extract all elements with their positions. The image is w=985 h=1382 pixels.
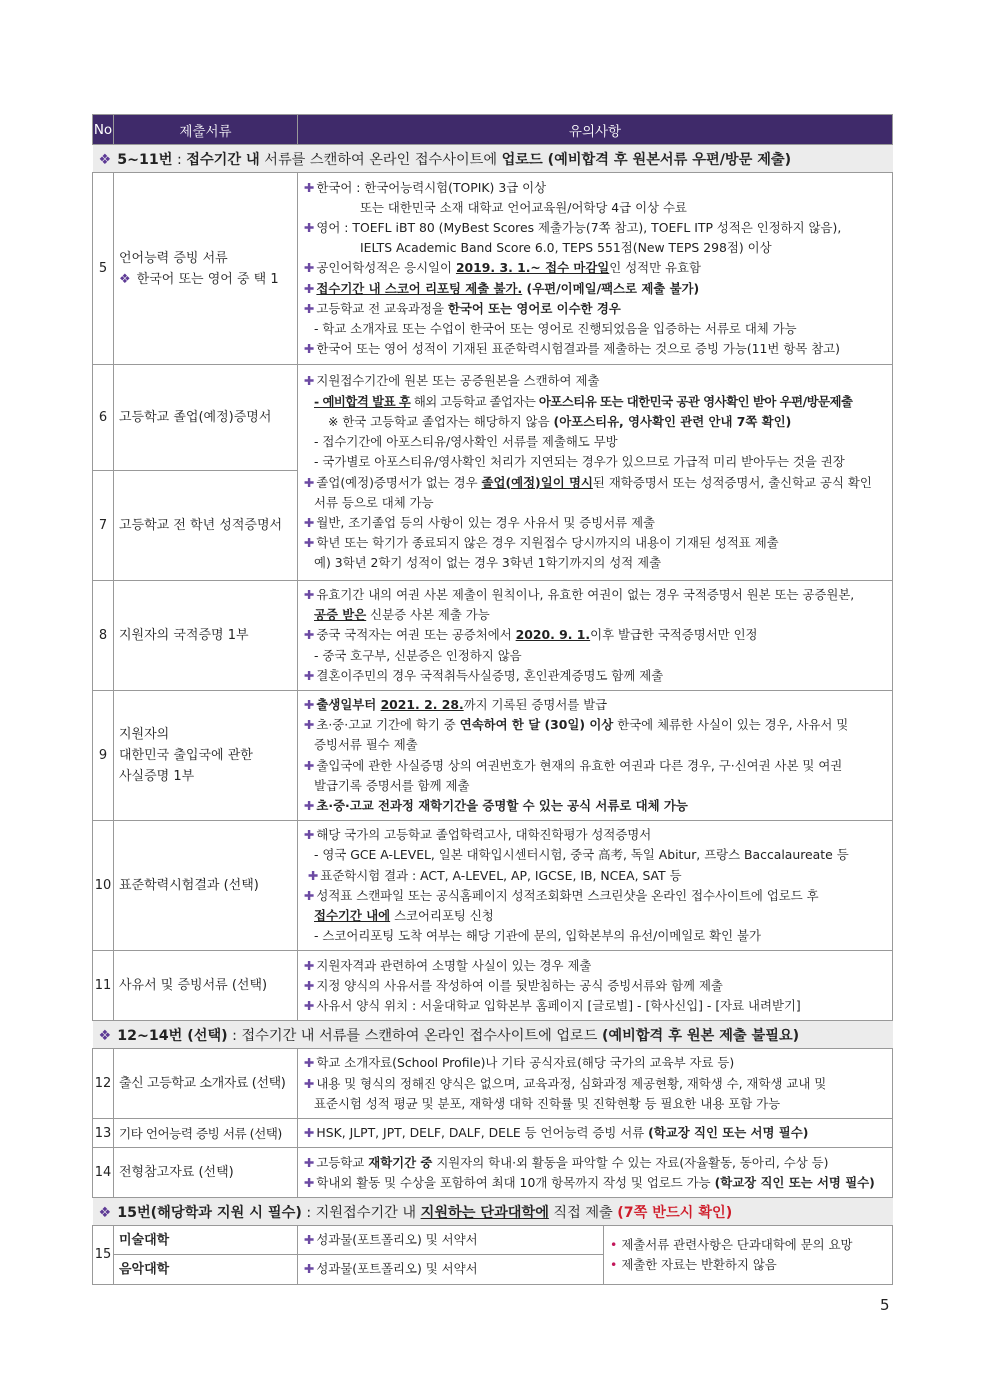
note-line (304, 553, 888, 573)
note-line (304, 371, 888, 391)
doc-name: 미술대학 (114, 1226, 298, 1255)
plus-icon: ✚ (304, 977, 315, 993)
note-text: - 접수기간에 아포스티유/영사확인 서류를 제출해도 무방 (314, 434, 618, 450)
plus-icon: ✚ (304, 179, 315, 195)
note-text: 학교 소개자료(School Profile)나 기타 공식자료(해당 국가의 교육부 자료 등) (316, 1055, 735, 1071)
note-text: - 영국 GCE A-LEVEL, 일본 대학입시센터시험, 중국 高考, 독일 Abitur, 프랑스 Baccalaureate 등 (314, 847, 849, 863)
note-text: 공인어학성적은 응시일이 (316, 260, 456, 276)
doc-name-line: 언어능력 증빙 서류 (119, 250, 228, 266)
note-line (304, 513, 888, 533)
doc-name-line: 사실증명 1부 (119, 769, 195, 785)
plus-icon: ✚ (304, 373, 315, 389)
notes-cell (298, 1226, 604, 1255)
row-no: 14 (93, 1148, 114, 1198)
note-text: - 스코어리포팅 도착 여부는 해당 기관에 문의, 입학본부의 유선/이메일로 확인 불가 (314, 928, 761, 944)
note-line (304, 238, 888, 258)
row-no: 10 (93, 821, 114, 951)
doc-name: 고등학교 전 학년 성적증명서 (114, 471, 298, 581)
note-text: (아포스티유, 영사확인 관련 안내 7쪽 확인) (553, 413, 792, 429)
plus-icon: ✚ (304, 1174, 315, 1190)
plus-icon: ✚ (304, 535, 315, 551)
note-text: 2020. 9. 1. (515, 627, 591, 643)
notes-cell (298, 581, 893, 691)
plus-icon: ✚ (304, 1154, 315, 1170)
doc-name-line: 대한민국 출입국에 관한 (119, 748, 253, 764)
bullet-icon: • (610, 1236, 618, 1252)
notes-cell (298, 173, 893, 365)
doc-name (114, 691, 298, 821)
section-text-b: 서류를 스캔하여 온라인 접수사이트에 (259, 151, 502, 168)
plus-icon: ✚ (304, 219, 315, 235)
note-line (304, 886, 888, 906)
note-line (304, 666, 888, 686)
plus-icon: ✚ (308, 867, 319, 883)
note-line (304, 473, 888, 493)
note-text: 중국 국적자는 여권 또는 공증처에서 (316, 627, 516, 643)
doc-name: 고등학교 졸업(예정)증명서 (114, 365, 298, 471)
header-doc: 제출서류 (114, 115, 298, 145)
table-row (93, 691, 893, 821)
doc-name-text: 한국어 또는 영어 중 택 1 (136, 271, 279, 287)
section-text-c: 직접 제출 (548, 1204, 618, 1221)
note-line (304, 1053, 888, 1073)
note-line (304, 715, 888, 735)
note-text: 성적표 스캔파일 또는 공식홈페이지 성적조회화면 스크린샷을 온라인 접수사이트에 업로드 후 (316, 887, 819, 903)
notes-cell (298, 1119, 893, 1148)
note-text: 월반, 조기졸업 등의 사항이 있는 경우 사유서 및 증빙서류 제출 (316, 514, 656, 530)
table-row (93, 173, 893, 365)
table-row (93, 1119, 893, 1148)
note-text: 지원접수기간에 원본 또는 공증원본을 스캔하여 제출 (316, 373, 600, 389)
note-text: - 예비합격 발표 후 (314, 393, 411, 409)
row-no: 9 (93, 691, 114, 821)
section-sep: : (172, 151, 187, 168)
doc-name: 사유서 및 증빙서류 (선택) (114, 951, 298, 1021)
plus-icon: ✚ (304, 757, 315, 773)
section-label: 5~11번 (117, 151, 173, 168)
note-text: ※ 한국 고등학교 졸업자는 해당하지 않음 (328, 413, 554, 429)
note-text: 출생일부터 (316, 697, 381, 713)
plus-icon: ✚ (304, 887, 315, 903)
note-line (304, 776, 888, 796)
note-text: 해외 고등학교 졸업자는 (410, 393, 539, 409)
row-no: 5 (93, 173, 114, 365)
note-text: 표준학시험 결과 : ACT, A-LEVEL, AP, IGCSE, IB, NCEA, SAT 등 (320, 867, 682, 883)
note-text: 한국어 : 한국어능력시험(TOPIK) 3급 이상 (316, 179, 547, 195)
note-line (304, 198, 888, 218)
note-line (304, 605, 888, 625)
plus-icon: ✚ (304, 1055, 315, 1071)
doc-name-line (119, 269, 297, 290)
row-no: 11 (93, 951, 114, 1021)
note-text: - 학교 소개자료 또는 수업이 한국어 또는 영어로 진행되었음을 입증하는 서류로 대체 가능 (314, 321, 797, 336)
note-text: 발급기록 증명서를 함께 제출 (314, 777, 470, 793)
note-line (304, 258, 888, 278)
plus-icon: ✚ (304, 827, 315, 843)
note-text: 한국어 또는 영어로 이수한 경우 (447, 300, 621, 316)
plus-icon: ✚ (304, 798, 315, 814)
row-no: 15 (93, 1226, 114, 1284)
note-text: 유효기간 내의 여권 사본 제출이 원칙이나, 유효한 여권이 없는 경우 국적증명서 원본 또는 공증원본, (316, 587, 855, 602)
note-line (304, 533, 888, 553)
doc-name: 출신 고등학교 소개자료 (선택) (114, 1049, 298, 1119)
note-line (304, 392, 888, 412)
note-line (304, 756, 888, 776)
notes-cell (298, 1148, 893, 1198)
notes-cell (298, 1255, 604, 1284)
note-text: 제출한 자료는 반환하지 않음 (621, 1256, 777, 1272)
note-line (304, 178, 888, 198)
note-text: (우편/이메일/팩스로 제출 불가) (522, 280, 700, 296)
notes-cell (298, 1049, 893, 1119)
note-text: 표준시험 성적 평균 및 분포, 재학생 대학 진학률 및 진학현황 등 필요한 내용 포함 가능 (314, 1095, 781, 1111)
note-text: 또는 대한민국 소재 대학교 언어교육원/어학당 4급 이상 수료 (360, 199, 687, 215)
doc-name: 음악대학 (114, 1255, 298, 1284)
note-line (304, 1094, 888, 1114)
note-text: 스코어리포팅 신청 (390, 908, 494, 924)
note-text: 아포스티유 또는 대한민국 공관 영사확인 받아 우편/방문제출 (538, 393, 853, 409)
note-text: 학년 또는 학기가 종료되지 않은 경우 지원접수 당시까지의 내용이 기재된 성적표 제출 (316, 535, 779, 551)
note-text: 결혼이주민의 경우 국적취득사실증명, 혼인관계증명도 함께 제출 (316, 667, 664, 683)
doc-name: 기타 언어능력 증빙 서류 (선택) (114, 1119, 298, 1148)
section-label: 15번(해당학과 지원 시 필수) (117, 1204, 302, 1221)
note-line (304, 1153, 888, 1173)
note-text: 초·중·고교 기간에 학기 중 (316, 717, 460, 733)
plus-icon: ✚ (304, 260, 315, 276)
section-text-d: (7쪽 반드시 확인) (617, 1204, 733, 1221)
note-text: 2019. 3. 1.~ 접수 마감일 (455, 260, 610, 276)
diamond-icon: ❖ (98, 151, 112, 168)
note-line (304, 585, 888, 605)
section-15 (93, 1198, 893, 1226)
note-line (304, 926, 888, 946)
note-text: 재학기간 중 (368, 1154, 433, 1170)
note-line (304, 1123, 888, 1143)
note-line (304, 1074, 888, 1094)
note-text: (학교장 직인 또는 서명 필수) (648, 1125, 809, 1141)
note-line (304, 299, 888, 319)
note-text: 성과물(포트폴리오) 및 서약서 (316, 1232, 478, 1248)
note-line (304, 695, 888, 715)
note-line (304, 735, 888, 755)
section-text-b: 지원하는 단과대학에 (420, 1204, 549, 1221)
plus-icon: ✚ (304, 280, 315, 296)
note-text: 졸업(예정)증명서가 없는 경우 (316, 474, 482, 490)
section-sep: : (301, 1204, 316, 1221)
note-text: 접수기간 내 스코어 리포팅 제출 불가. (316, 280, 523, 296)
note-text: 지정 양식의 사유서를 작성하여 이를 뒷받침하는 공식 증빙서류와 함께 제출 (316, 977, 723, 993)
note-text: 접수기간 내에 (314, 908, 391, 924)
plus-icon: ✚ (304, 998, 315, 1014)
note-text: 초·중·고교 전과정 재학기간을 증명할 수 있는 공식 서류로 대체 가능 (316, 798, 688, 814)
note-line (610, 1255, 888, 1275)
row-no: 6 (93, 365, 114, 471)
bullet-icon: • (610, 1256, 618, 1272)
plus-icon: ✚ (304, 957, 315, 973)
doc-name: 표준학력시험결과 (선택) (114, 821, 298, 951)
note-text: 지원자의 학내·외 활동을 파악할 수 있는 자료(자율활동, 동아리, 수상 등) (432, 1154, 829, 1170)
note-text: 성과물(포트폴리오) 및 서약서 (316, 1261, 478, 1277)
plus-icon: ✚ (304, 514, 315, 530)
note-line (304, 452, 888, 472)
table-header (93, 115, 893, 145)
notes-cell (604, 1226, 893, 1284)
note-text: 신분증 사본 제출 가능 (366, 607, 490, 623)
note-line (304, 976, 888, 996)
doc-name: 지원자의 국적증명 1부 (114, 581, 298, 691)
section-text-c: (예비합격 후 원본 제출 불필요) (601, 1027, 800, 1044)
note-text: 이후 발급한 국적증명서만 인정 (590, 627, 758, 643)
table-row (93, 821, 893, 951)
diamond-icon: ❖ (98, 1027, 112, 1044)
note-text: 영어 : TOEFL iBT 80 (MyBest Scores 제출가능(7쪽 참고), TOEFL ITP 성적은 인정하지 않음), (316, 219, 842, 235)
plus-icon: ✚ (304, 341, 315, 357)
submission-documents-table (92, 114, 893, 1285)
table-row (93, 581, 893, 691)
note-text: 연속하여 한 달 (30일) 이상 (459, 717, 614, 733)
section-12-14 (93, 1021, 893, 1049)
note-line (304, 625, 888, 645)
section-text-a: 접수기간 내 (186, 151, 260, 168)
note-line (304, 339, 888, 359)
note-text: 제출서류 관련사항은 단과대학에 문의 요망 (621, 1236, 853, 1252)
note-line (304, 432, 888, 452)
doc-name-line: 지원자의 (119, 727, 170, 743)
notes-cell (298, 951, 893, 1021)
note-text: 고등학교 전 교육과정을 (316, 300, 448, 316)
note-line (304, 866, 888, 886)
plus-icon: ✚ (304, 1075, 315, 1091)
section-text-c: 업로드 (예비합격 후 원본서류 우편/방문 제출) (501, 151, 792, 168)
plus-icon: ✚ (304, 300, 315, 316)
note-line (304, 493, 888, 513)
table-row (93, 1226, 893, 1255)
note-text: 해당 국가의 고등학교 졸업학력고사, 대학진학평가 성적증명서 (316, 827, 652, 843)
note-line (304, 1259, 599, 1279)
section-text-a: 접수기간 내 서류를 스캔하여 온라인 접수사이트에 업로드 (241, 1027, 602, 1044)
table-row (93, 951, 893, 1021)
doc-name (114, 173, 298, 365)
note-line (610, 1235, 888, 1255)
note-line (304, 996, 888, 1016)
note-line (304, 646, 888, 666)
plus-icon: ✚ (304, 587, 315, 602)
section-5-11 (93, 145, 893, 173)
note-line (304, 796, 888, 816)
note-text: 내용 및 형식의 정해진 양식은 없으며, 교육과정, 심화과정 제공현황, 재학생 수, 재학생 교내 및 (316, 1075, 827, 1091)
table-row (93, 1049, 893, 1119)
note-text: (학교장 직인 또는 서명 필수) (714, 1174, 875, 1190)
doc-name: 전형참고자료 (선택) (114, 1148, 298, 1198)
section-label: 12~14번 (선택) (117, 1027, 228, 1044)
plus-icon: ✚ (304, 1232, 315, 1248)
note-text: - 국가별로 아포스티유/영사확인 처리가 지연되는 경우가 있으므로 가급적 미리 받아두는 것을 권장 (314, 454, 845, 470)
section-row (93, 1198, 893, 1226)
note-line (304, 319, 888, 339)
note-line (304, 906, 888, 926)
note-text: - 중국 호구부, 신분증은 인정하지 않음 (314, 647, 522, 663)
note-line (304, 1173, 888, 1193)
note-text: 사유서 양식 위치 : 서울대학교 입학본부 홈페이지 [글로벌] - [학사신입] - [자료 내려받기] (316, 998, 801, 1014)
plus-icon: ✚ (304, 1261, 315, 1277)
section-sep: : (227, 1027, 242, 1044)
plus-icon: ✚ (304, 697, 315, 713)
note-text: 서류 등으로 대체 가능 (314, 494, 434, 510)
note-text: 공증 받은 (314, 607, 367, 623)
note-text: 졸업(예정)일이 명시 (481, 474, 593, 490)
diamond-icon: ❖ (98, 1204, 112, 1221)
note-line (304, 412, 888, 432)
row-no: 8 (93, 581, 114, 691)
note-text: 된 재학증명서 또는 성적증명서, 출신학교 공식 확인 (592, 474, 872, 490)
section-text-a: 지원접수기간 내 (315, 1204, 421, 1221)
note-text: 한국에 체류한 사실이 있는 경우, 사유서 및 (613, 717, 849, 733)
plus-icon: ✚ (304, 1125, 315, 1141)
note-line (304, 1230, 599, 1250)
note-text: HSK, JLPT, JPT, DELF, DALF, DELE 등 언어능력 증빙 서류 (316, 1125, 649, 1141)
note-text: 학내외 활동 및 수상을 포함하여 최대 10개 항목까지 작성 및 업로드 가능 (316, 1174, 715, 1190)
row-no: 13 (93, 1119, 114, 1148)
note-line (304, 956, 888, 976)
row-no: 7 (93, 471, 114, 581)
note-text: 지원자격과 관련하여 소명할 사실이 있는 경우 제출 (316, 957, 592, 973)
page-number: 5 (880, 1296, 890, 1314)
plus-icon: ✚ (304, 474, 315, 490)
section-row (93, 145, 893, 173)
note-text: IELTS Academic Band Score 6.0, TEPS 551점(New TEPS 298점) 이상 (360, 240, 772, 256)
note-line (304, 845, 888, 865)
header-no: No (93, 115, 114, 145)
section-row (93, 1021, 893, 1049)
note-text: 까지 기록된 증명서를 발급 (463, 697, 608, 713)
header-notes: 유의사항 (298, 115, 893, 145)
note-text: 2021. 2. 28. (380, 697, 464, 713)
note-text: 예) 3학년 2학기 성적이 없는 경우 3학년 1학기까지의 성적 제출 (314, 555, 662, 571)
notes-cell (298, 365, 893, 581)
note-line (304, 279, 888, 299)
row-no: 12 (93, 1049, 114, 1119)
note-text: 출입국에 관한 사실증명 상의 여권번호가 현재의 유효한 여권과 다른 경우, 구·신여권 사본 및 여권 (316, 757, 843, 773)
notes-cell (298, 821, 893, 951)
table-row (93, 365, 893, 471)
plus-icon: ✚ (304, 667, 315, 683)
note-line (304, 825, 888, 845)
notes-cell (298, 691, 893, 821)
plus-icon: ✚ (304, 627, 315, 643)
table-row (93, 1148, 893, 1198)
note-text: 고등학교 (316, 1154, 369, 1170)
note-text: 증빙서류 필수 제출 (314, 737, 418, 753)
note-text: 한국어 또는 영어 성적이 기재된 표준학력시험결과를 제출하는 것으로 증빙 가능(11번 항목 참고) (316, 341, 840, 357)
note-text: 인 성적만 유효함 (609, 260, 701, 276)
diamond-icon: ❖ (119, 271, 131, 287)
note-line (304, 218, 888, 238)
plus-icon: ✚ (304, 717, 315, 733)
